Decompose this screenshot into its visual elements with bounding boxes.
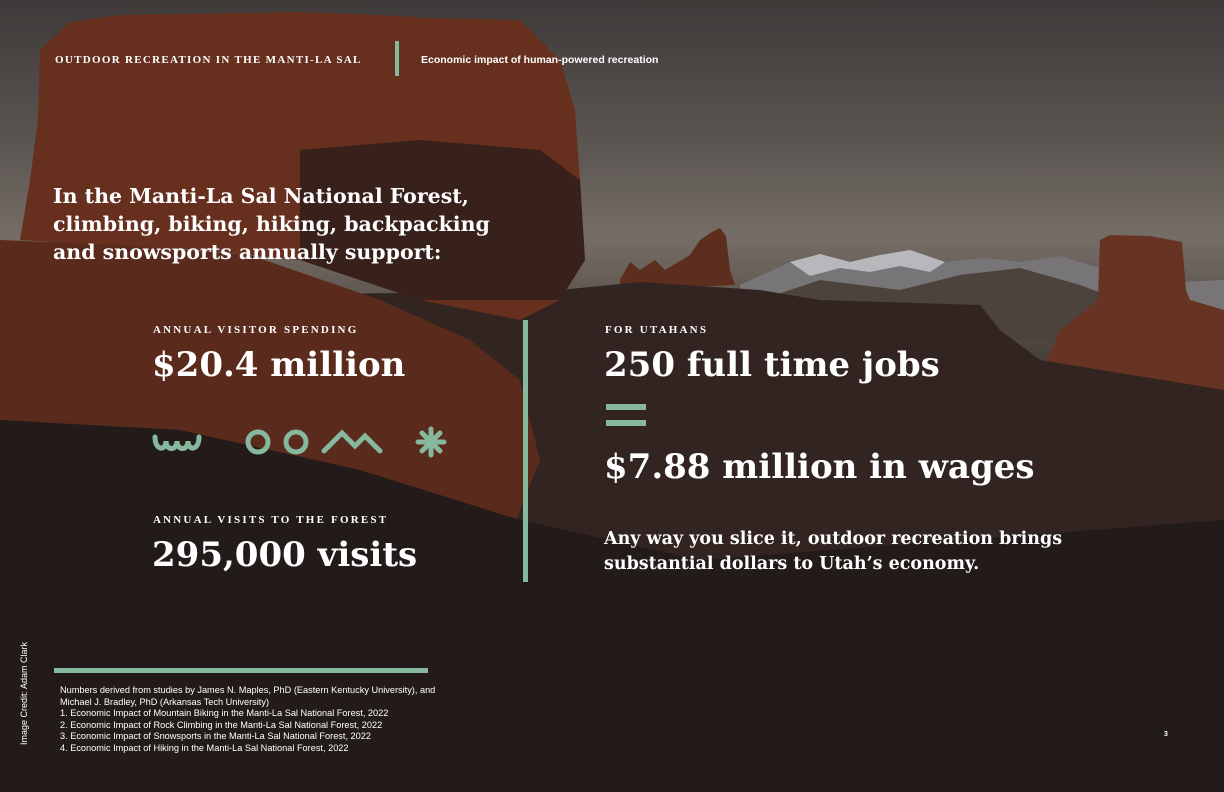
- section-subtitle: Economic impact of human-powered recreation: [421, 54, 659, 66]
- tagline: Any way you slice it, outdoor recreation brings substantial dollars to Utah’s economy.: [604, 529, 1063, 574]
- decorative-icon-row: [152, 425, 447, 463]
- footnotes: [60, 685, 440, 755]
- footnote-item: 4. Economic Impact of Hiking in the Manti-La Sal National Forest, 2022: [60, 742, 349, 753]
- visits-value: 295,000 visits: [152, 535, 418, 575]
- column-divider: [523, 320, 528, 582]
- footnote-item: 2. Economic Impact of Rock Climbing in the Manti-La Sal National Forest, 2022: [60, 719, 383, 730]
- visits-label: ANNUAL VISITS TO THE FOREST: [153, 514, 389, 526]
- jobs-value: 250 full time jobs: [604, 345, 940, 385]
- footnote-item: 3. Economic Impact of Snowsports in the Manti-La Sal National Forest, 2022: [60, 731, 371, 742]
- header-divider: [395, 41, 399, 76]
- wave-icon: [155, 437, 199, 449]
- footnote-item: 1. Economic Impact of Mountain Biking in the Manti-La Sal National Forest, 2022: [60, 708, 389, 719]
- circle-icon: [286, 432, 306, 452]
- wages-value: $7.88 million in wages: [604, 447, 1035, 487]
- footnote-divider: [54, 668, 428, 673]
- circle-icon: [248, 432, 268, 452]
- intro-heading: In the Manti-La Sal National Forest, climbing, biking, hiking, backpacking and snowsports annually support:: [53, 184, 490, 264]
- equals-icon: [606, 404, 646, 426]
- footnote-source: Numbers derived from studies by James N. Maples, PhD (Eastern Kentucky University), and Michael J. Bradley, PhD (Arkansas Tech University): [60, 685, 436, 707]
- spending-value: $20.4 million: [152, 345, 406, 385]
- utahans-label: FOR UTAHANS: [605, 324, 709, 336]
- asterisk-icon: [418, 429, 444, 455]
- page-number: 3: [1164, 731, 1168, 738]
- spending-label: ANNUAL VISITOR SPENDING: [153, 324, 359, 336]
- mountain-icon: [324, 433, 380, 451]
- section-title: OUTDOOR RECREATION IN THE MANTI-LA SAL: [55, 54, 362, 66]
- image-credit: Image Credit: Adam Clark: [19, 641, 29, 745]
